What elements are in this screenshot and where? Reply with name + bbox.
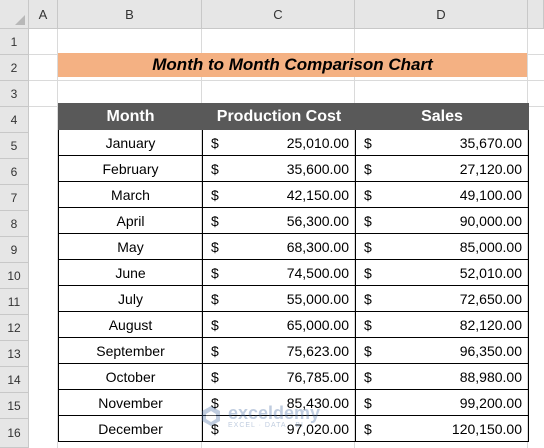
currency-symbol: $ — [364, 238, 372, 255]
currency-symbol: $ — [364, 368, 372, 385]
month-cell[interactable]: March — [59, 182, 203, 208]
row-header-11[interactable]: 11 — [0, 289, 29, 315]
column-header-a[interactable]: A — [29, 0, 58, 29]
row-header-10[interactable]: 10 — [0, 263, 29, 289]
production-cost-value: 97,020.00 — [286, 420, 349, 437]
table-row — [59, 416, 529, 442]
table-row — [59, 312, 529, 338]
currency-symbol: $ — [211, 290, 219, 307]
table-header-row — [59, 104, 529, 130]
row-header-14[interactable]: 14 — [0, 367, 29, 393]
production-cost-cell[interactable] — [203, 364, 356, 390]
row-header-6[interactable]: 6 — [0, 159, 29, 185]
row-header-8[interactable]: 8 — [0, 211, 29, 237]
table-row — [59, 260, 529, 286]
production-cost-cell[interactable] — [203, 312, 356, 338]
currency-symbol: $ — [364, 342, 372, 359]
month-cell[interactable]: October — [59, 364, 203, 390]
sales-cell[interactable] — [356, 130, 529, 156]
watermark-tagline: EXCEL · DATA · BI — [228, 421, 304, 429]
row-header-16[interactable]: 16 — [0, 419, 29, 448]
table-row — [59, 182, 529, 208]
production-cost-cell[interactable] — [203, 286, 356, 312]
table-row — [59, 338, 529, 364]
month-cell[interactable]: January — [59, 130, 203, 156]
sales-cell[interactable] — [356, 182, 529, 208]
sales-cell[interactable] — [356, 260, 529, 286]
table-row — [59, 208, 529, 234]
production-cost-value: 42,150.00 — [286, 186, 349, 203]
currency-symbol: $ — [364, 186, 372, 203]
sales-value: 88,980.00 — [459, 368, 522, 385]
production-cost-cell[interactable] — [203, 260, 356, 286]
production-cost-cell[interactable] — [203, 208, 356, 234]
currency-symbol: $ — [211, 394, 219, 411]
production-cost-value: 85,430.00 — [286, 394, 349, 411]
column-header-d[interactable]: D — [355, 0, 528, 29]
production-cost-value: 25,010.00 — [286, 134, 349, 151]
currency-symbol: $ — [211, 342, 219, 359]
sales-cell[interactable] — [356, 156, 529, 182]
table-row — [59, 130, 529, 156]
sales-cell[interactable] — [356, 364, 529, 390]
gridline — [29, 80, 544, 81]
row-header-9[interactable]: 9 — [0, 237, 29, 263]
currency-symbol: $ — [364, 212, 372, 229]
currency-symbol: $ — [211, 316, 219, 333]
sales-cell[interactable] — [356, 390, 529, 416]
row-header-1[interactable]: 1 — [0, 29, 29, 55]
month-cell[interactable]: February — [59, 156, 203, 182]
column-header-c[interactable]: C — [202, 0, 355, 29]
currency-symbol: $ — [211, 420, 219, 437]
production-cost-cell[interactable] — [203, 234, 356, 260]
production-cost-value: 76,785.00 — [286, 368, 349, 385]
currency-symbol: $ — [211, 238, 219, 255]
production-cost-value: 56,300.00 — [286, 212, 349, 229]
currency-symbol: $ — [211, 212, 219, 229]
table-row — [59, 390, 529, 416]
sales-value: 72,650.00 — [459, 290, 522, 307]
currency-symbol: $ — [364, 316, 372, 333]
chart-title-cell[interactable]: Month to Month Comparison Chart — [58, 53, 527, 77]
sales-cell[interactable] — [356, 416, 529, 442]
watermark-name: exceldemy — [228, 402, 321, 423]
production-cost-cell[interactable] — [203, 156, 356, 182]
currency-symbol: $ — [364, 160, 372, 177]
month-cell[interactable]: August — [59, 312, 203, 338]
row-header-5[interactable]: 5 — [0, 133, 29, 159]
column-header-e[interactable] — [528, 0, 544, 29]
currency-symbol: $ — [364, 394, 372, 411]
sales-value: 120,150.00 — [451, 420, 522, 437]
currency-symbol: $ — [211, 134, 219, 151]
production-cost-value: 65,000.00 — [286, 316, 349, 333]
production-cost-cell[interactable] — [203, 338, 356, 364]
month-cell[interactable]: November — [59, 390, 203, 416]
month-cell[interactable]: September — [59, 338, 203, 364]
row-header-12[interactable]: 12 — [0, 315, 29, 341]
header-production-cost[interactable]: Production Cost — [203, 104, 356, 130]
select-all-corner[interactable] — [0, 0, 29, 29]
production-cost-cell[interactable] — [203, 390, 356, 416]
table-row — [59, 286, 529, 312]
sales-value: 85,000.00 — [459, 238, 522, 255]
sales-value: 96,350.00 — [459, 342, 522, 359]
currency-symbol: $ — [211, 264, 219, 281]
production-cost-value: 35,600.00 — [286, 160, 349, 177]
currency-symbol: $ — [364, 264, 372, 281]
sales-value: 90,000.00 — [459, 212, 522, 229]
sales-value: 27,120.00 — [459, 160, 522, 177]
sales-cell[interactable] — [356, 286, 529, 312]
production-cost-value: 75,623.00 — [286, 342, 349, 359]
currency-symbol: $ — [211, 368, 219, 385]
row-header-15[interactable]: 15 — [0, 393, 29, 419]
month-cell[interactable]: July — [59, 286, 203, 312]
sales-value: 35,670.00 — [459, 134, 522, 151]
month-cell[interactable]: April — [59, 208, 203, 234]
row-header-13[interactable]: 13 — [0, 341, 29, 367]
table-row — [59, 234, 529, 260]
currency-symbol: $ — [364, 134, 372, 151]
month-cell[interactable]: December — [59, 416, 203, 442]
currency-symbol: $ — [211, 186, 219, 203]
row-header-7[interactable]: 7 — [0, 185, 29, 211]
sales-value: 99,200.00 — [459, 394, 522, 411]
header-sales[interactable]: Sales — [356, 104, 529, 130]
sales-value: 52,010.00 — [459, 264, 522, 281]
month-cell[interactable]: June — [59, 260, 203, 286]
sales-value: 49,100.00 — [459, 186, 522, 203]
header-month[interactable]: Month — [59, 104, 203, 130]
currency-symbol: $ — [364, 420, 372, 437]
row-header-4[interactable]: 4 — [0, 107, 29, 133]
sales-cell[interactable] — [356, 338, 529, 364]
sales-cell[interactable] — [356, 234, 529, 260]
currency-symbol: $ — [364, 290, 372, 307]
column-header-b[interactable]: B — [58, 0, 202, 29]
production-cost-cell[interactable] — [203, 416, 356, 442]
sales-cell[interactable] — [356, 312, 529, 338]
production-cost-cell[interactable] — [203, 182, 356, 208]
row-header-3[interactable]: 3 — [0, 81, 29, 107]
production-cost-cell[interactable] — [203, 130, 356, 156]
month-cell[interactable]: May — [59, 234, 203, 260]
currency-symbol: $ — [211, 160, 219, 177]
select-all-triangle-icon — [15, 15, 25, 25]
sales-value: 82,120.00 — [459, 316, 522, 333]
sales-cell[interactable] — [356, 208, 529, 234]
table-row — [59, 364, 529, 390]
production-cost-value: 68,300.00 — [286, 238, 349, 255]
comparison-table — [58, 103, 529, 442]
production-cost-value: 55,000.00 — [286, 290, 349, 307]
table-row — [59, 156, 529, 182]
row-header-2[interactable]: 2 — [0, 55, 29, 81]
production-cost-value: 74,500.00 — [286, 264, 349, 281]
